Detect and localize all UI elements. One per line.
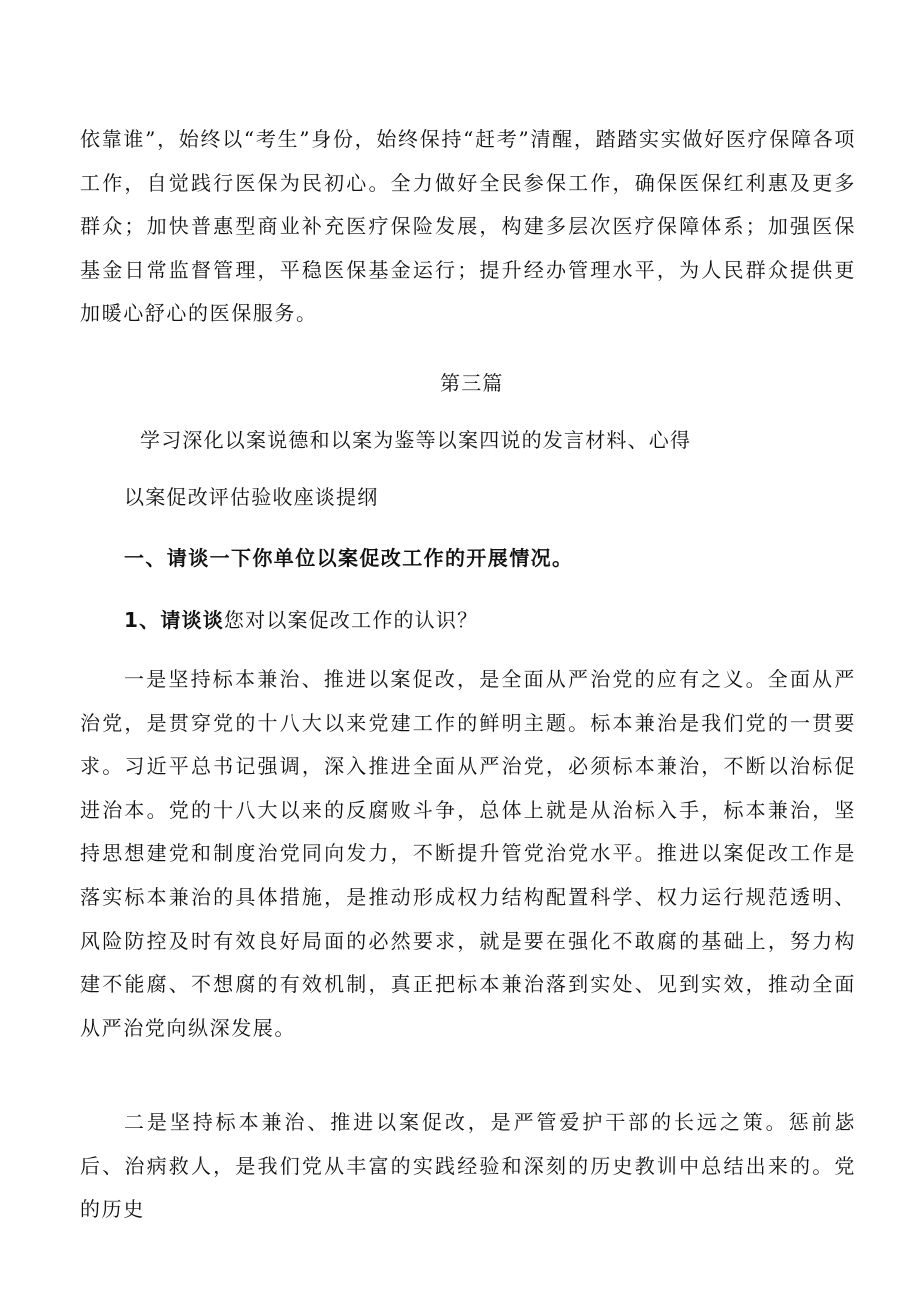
section-heading: 一、请谈一下你单位以案促改工作的开展情况。: [124, 546, 574, 570]
article-title: 学习深化以案说德和以案为鉴等以案四说的发言材料、心得: [140, 428, 692, 452]
chapter-heading: 第三篇: [440, 371, 504, 395]
paragraph-two: 二是坚持标本兼治、推进以案促改，是严管爱护干部的长远之策。惩前毖后、治病救人，是我们党从丰富的实践经验和深刻的历史教训中总结出来的。党的历史: [80, 1110, 856, 1222]
paragraph-one: 一是坚持标本兼治、推进以案促改，是全面从严治党的应有之义。全面从严治党，是贯穿党的十八大以来党建工作的鲜明主题。标本兼治是我们党的一贯要求。习近平总书记强调，深入推进全面从严治党，必须标本兼治，不断以治标促进治本。党的十八大以来的反腐败斗争，总体上就是从治标入手，标本兼治，坚持思想建党和制度治党同向发力，不断提升管党治党水平。推进以案促改工作是落实标本兼治的具体措施，是推动形成权力结构配置科学、权力运行规范透明、风险防控及时有效良好局面的必然要求，就是要在强化不敢腐的基础上，努力构建不能腐、不想腐的有效机制，真正把标本兼治落到实处、见到实效，推动全面从严治党向纵深发展。: [80, 667, 856, 1040]
question-prefix: 1、请谈谈: [124, 608, 224, 632]
article-subtitle: 以案促改评估验收座谈提纲: [124, 485, 379, 509]
paragraph-continuation: 依靠谁”，始终以“考生”身份，始终保持“赶考”清醒，踏踏实实做好医疗保障各项工作，自觉践行医保为民初心。全力做好全民参保工作，确保医保红利惠及更多群众；加快普惠型商业补充医疗保险发展，构建多层次医疗保障体系；加强医保基金日常监督管理，平稳医保基金运行；提升经办管理水平，为人民群众提供更加暖心舒心的医保服务。: [80, 127, 856, 326]
question-heading: [124, 605, 478, 635]
question-text: 您对以案促改工作的认识？: [223, 608, 479, 632]
